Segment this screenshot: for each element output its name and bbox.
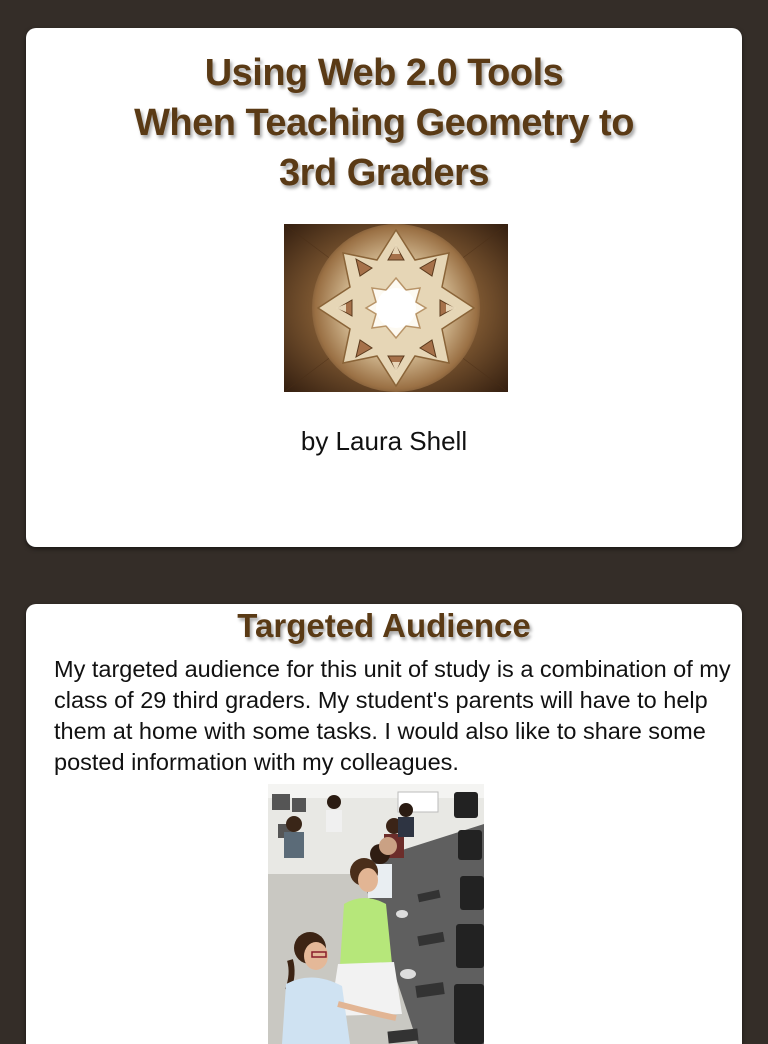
author-byline: by Laura Shell: [300, 426, 468, 456]
title-line-3: 3rd Graders: [279, 152, 489, 194]
slide-title: [26, 28, 742, 198]
geometric-dome-image: [284, 224, 508, 392]
title-line-2: When Teaching Geometry to: [134, 102, 634, 144]
slide-title: Targeted Audience: [237, 607, 531, 644]
classroom-photo: [268, 784, 484, 1044]
targeted-audience-slide: [26, 604, 742, 1044]
geometric-star-pattern: [284, 224, 508, 392]
slide-body-text: My targeted audience for this unit of study is a combination of my class of 29 third graders. My student's parents will have to help them at home with some tasks. I would also like to share some posted information with my colleagues.: [54, 656, 731, 775]
students-at-computers-illustration: [268, 784, 484, 1044]
title-line-1: Using Web 2.0 Tools: [204, 52, 564, 94]
title-slide: [26, 28, 742, 547]
